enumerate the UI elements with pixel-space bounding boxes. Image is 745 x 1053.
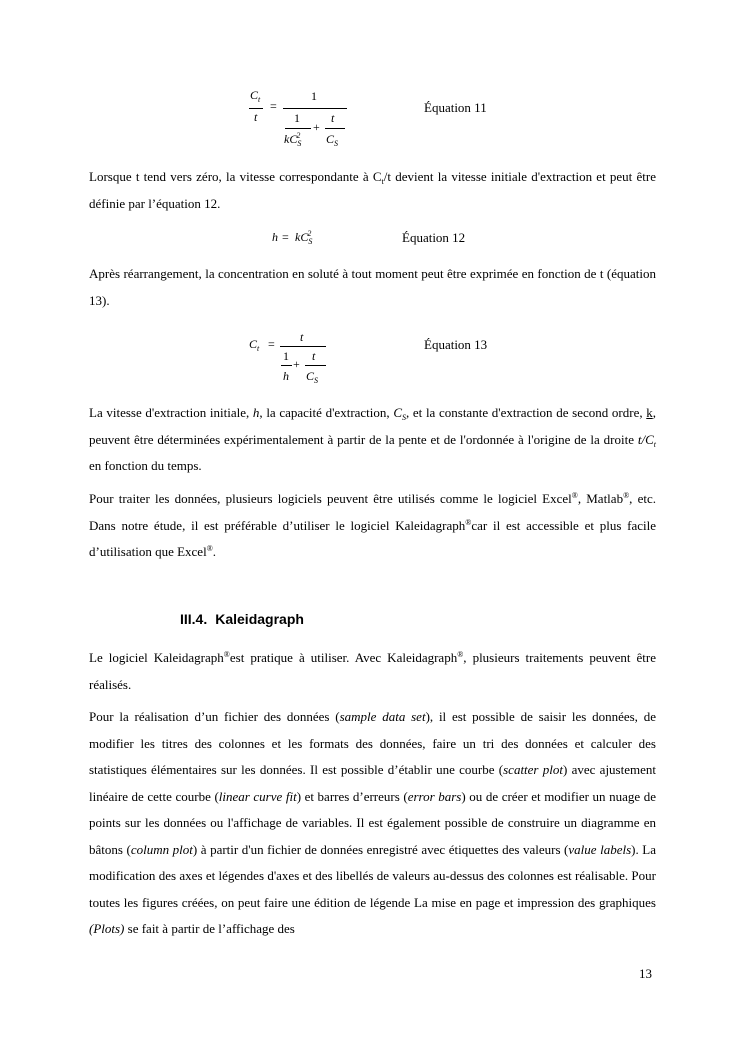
eq11-numerator-one: 1 — [311, 89, 317, 103]
eq11-inner-one: 1 — [294, 111, 300, 125]
equation-11-label: Équation 11 — [424, 100, 487, 115]
eq13-one: 1 — [283, 349, 289, 363]
eq12-equals: = — [282, 230, 289, 244]
paragraph-3: La vitesse d'extraction initiale, h, la capacité d'extraction, $C_S$, et la constante d'extraction de second ordre, k, peuvent être déterminées expérimentalement à partir de la pente et de l'ordonnée à l'origine de la droite $t/C_t$ en fonction du temps. — [89, 405, 656, 473]
eq13-plus: + — [293, 357, 300, 371]
eq13-inner-bar-right — [305, 365, 326, 366]
eq13-h: h — [283, 369, 289, 383]
page-number: 13 — [639, 966, 652, 981]
section-title: Kaleidagraph — [215, 611, 304, 627]
eq12-kcs: $kC_S^2$ — [295, 229, 313, 246]
paragraph-4: Pour traiter les données, plusieurs logiciels peuvent être utilisés comme le logiciel Excel®, Matlab®, etc. Dans notre étude, il est préférable d’utiliser le logiciel Kaleidagraph®car il est accessible et plus facile d’utilisation que Excel®. — [89, 491, 656, 559]
paragraph-5: Le logiciel Kaleidagraph®est pratique à utiliser. Avec Kaleidagraph®, plusieurs traitements peuvent être réalisés. — [89, 650, 656, 692]
paragraph-6: Pour la réalisation d’un fichier des données (sample data set), il est possible de saisir les données, de modifier les titres des colonnes et les formats des données, faire un tri des données et calculer des statistiques élémentaires sur les données. Il est possible d’établir une courbe (scatter plot) avec ajustement linéaire de cette courbe (linear curve fit) et barres d’erreurs (error bars) ou de créer et modifier un nuage de points sur les données ou l'affichage de variables. Il est également possible de construire un diagramme en bâtons (column plot) à partir d'un fichier de données enregistré avec étiquettes des valeurs (value labels). La modification des axes et légendes d'axes et des libellés de valeurs au-dessus des colonnes est réalisable. Pour toutes les figures créées, on peut faire une édition de légende La mise en page et impression des graphiques (Plots) se fait à partir de l’affichage des — [89, 709, 656, 936]
eq11-lhs-numerator: $C_t$ — [250, 88, 261, 104]
eq11-inner-bar-right — [325, 128, 345, 129]
paragraph-2: Après réarrangement, la concentration en soluté à tout moment peut être exprimée en fonction de t (équation 13). — [89, 266, 656, 308]
eq13-ct: $C_t$ — [249, 337, 260, 353]
eq11-equals: = — [270, 99, 277, 113]
section-number: III.4. — [180, 611, 208, 627]
paragraph-1: Lorsque t tend vers zéro, la vitesse correspondante à $C_t/t$ devient la vitesse initiale d'extraction et peut être définie par l’équation 12. — [89, 169, 656, 211]
section-heading — [180, 611, 304, 627]
eq13-equals: = — [268, 337, 275, 351]
eq11-inner-bar-left — [285, 128, 311, 129]
eq13-main-fraction-bar — [280, 346, 326, 347]
eq11-main-fraction-bar — [283, 108, 347, 109]
eq11-cs: $C_S$ — [326, 132, 339, 148]
eq11-inner-t: t — [331, 111, 335, 125]
eq11-lhs-denominator: t — [254, 110, 258, 124]
eq13-cs: $C_S$ — [306, 369, 319, 385]
eq13-numerator-t: t — [300, 330, 304, 344]
eq13-inner-t: t — [312, 349, 316, 363]
eq11-lhs-fraction-bar — [249, 108, 263, 109]
eq13-inner-bar-left — [281, 365, 292, 366]
equation-13-label: Équation 13 — [424, 337, 488, 352]
eq12-h: h — [272, 230, 278, 244]
eq11-kcs: $kC_S^2$ — [284, 131, 302, 148]
eq11-plus: + — [313, 120, 320, 134]
equation-12-label: Équation 12 — [402, 230, 466, 245]
